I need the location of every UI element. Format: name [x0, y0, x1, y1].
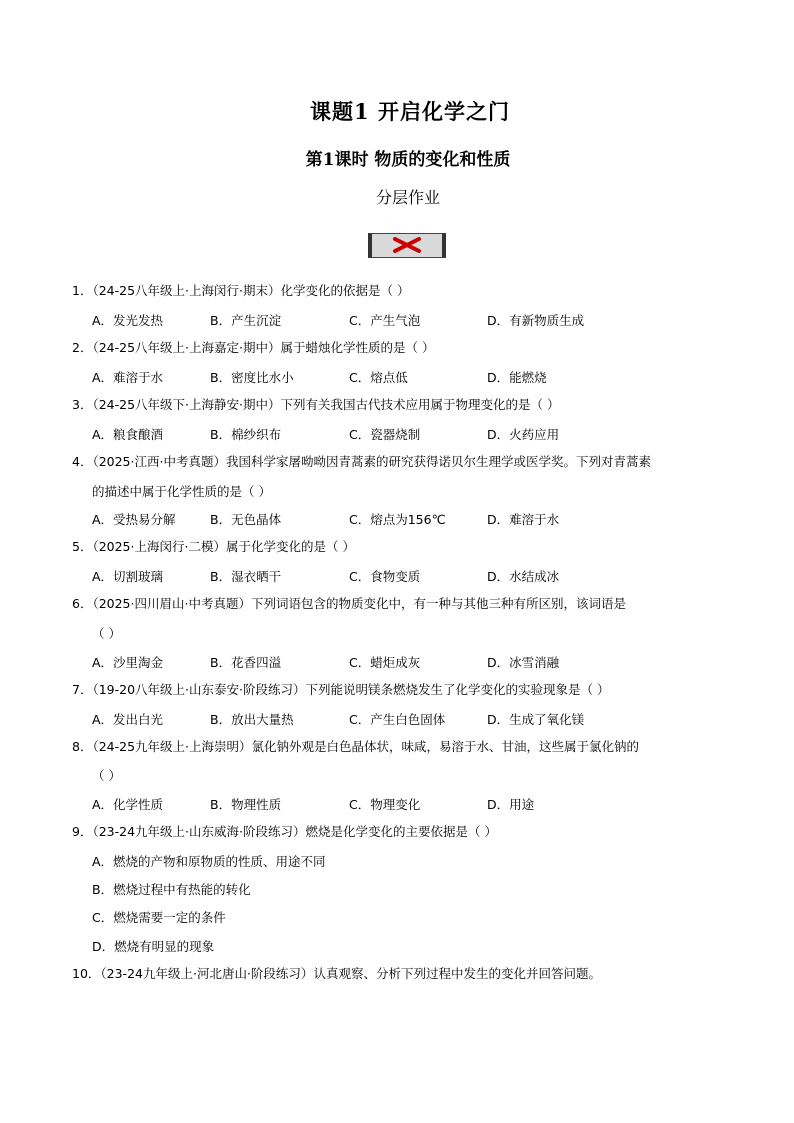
option-b[interactable]: B．物理性质 — [210, 797, 282, 812]
question-stem: 属于化学变化的是（ ） — [225, 539, 355, 554]
option-c[interactable]: C．产生白色固体 — [349, 712, 446, 727]
option-a[interactable]: A．燃烧的产物和原物质的性质、用途不同 — [92, 854, 326, 869]
question-8-answer-parens: （ ） — [92, 768, 121, 783]
question-8 — [72, 738, 732, 756]
option-a[interactable]: A．粮食酿酒 — [92, 427, 164, 442]
option-c[interactable]: C．食物变质 — [349, 569, 421, 584]
option-d[interactable]: D．燃烧有明显的现象 — [92, 939, 215, 954]
option-a[interactable]: A．切割玻璃 — [92, 569, 164, 584]
question-10 — [72, 965, 732, 983]
question-number: 6． — [72, 596, 93, 611]
option-a[interactable]: A．沙里淘金 — [92, 655, 164, 670]
option-a[interactable]: A．发出白光 — [92, 712, 164, 727]
question-source: （19-20八年级上·山东泰安·阶段练习） — [92, 682, 306, 697]
question-stem: 我国科学家屠呦呦因青蒿素的研究获得诺贝尔生理学或医学奖。下列对青蒿素 — [225, 454, 651, 469]
option-a[interactable]: A．受热易分解 — [92, 512, 176, 527]
option-d[interactable]: D．生成了氧化镁 — [487, 712, 585, 727]
question-stem: 认真观察、分析下列过程中发生的变化并回答问题。 — [313, 966, 601, 981]
question-stem: 氯化钠外观是白色晶体状，味咸，易溶于水、甘油，这些属于氯化钠的 — [251, 739, 640, 754]
option-b[interactable]: B．花香四溢 — [210, 655, 282, 670]
question-number: 4． — [72, 454, 93, 469]
page-title: 课题1 开启化学之门 — [310, 99, 510, 124]
option-d[interactable]: D．火药应用 — [487, 427, 560, 442]
question-source: （23-24九年级上·山东威海·阶段练习） — [92, 824, 306, 839]
question-stem: 下列词语包含的物质变化中，有一种与其他三种有所区别，该词语是 — [250, 596, 626, 611]
option-d[interactable]: D．用途 — [487, 797, 535, 812]
option-b[interactable]: B．湿衣晒干 — [210, 569, 282, 584]
question-source: （2025·江西·中考真题） — [92, 454, 226, 469]
question-stem: 下列能说明镁条燃烧发生了化学变化的实验现象是（ ） — [305, 682, 610, 697]
question-stem: 下列有关我国古代技术应用属于物理变化的是（ ） — [280, 397, 560, 412]
option-c[interactable]: C．瓷器烧制 — [349, 427, 421, 442]
question-number: 9． — [72, 824, 93, 839]
option-d[interactable]: D．水结成冰 — [487, 569, 560, 584]
question-stem: 燃烧是化学变化的主要依据是（ ） — [305, 824, 497, 839]
option-d[interactable]: D．能燃烧 — [487, 370, 547, 385]
question-number: 7． — [72, 682, 93, 697]
option-b[interactable]: B．密度比水小 — [210, 370, 294, 385]
question-source: （24-25八年级上·上海闵行·期末） — [92, 283, 281, 298]
option-d[interactable]: D．难溶于水 — [487, 512, 560, 527]
option-d[interactable]: D．有新物质生成 — [487, 313, 585, 328]
question-source: （24-25八年级上·上海嘉定·期中） — [92, 340, 281, 355]
question-source: （23-24九年级上·河北唐山·阶段练习） — [100, 966, 314, 981]
broken-image-placeholder — [368, 233, 446, 258]
question-4-stem-continued: 的描述中属于化学性质的是（ ） — [92, 484, 271, 499]
question-stem: 属于蜡烛化学性质的是（ ） — [280, 340, 435, 355]
question-1 — [72, 282, 732, 300]
option-d[interactable]: D．冰雪消融 — [487, 655, 560, 670]
option-b[interactable]: B．无色晶体 — [210, 512, 282, 527]
option-c[interactable]: C．燃烧需要一定的条件 — [92, 910, 226, 925]
question-6-answer-parens: （ ） — [92, 626, 121, 641]
question-5 — [72, 538, 732, 556]
question-7 — [72, 681, 732, 699]
question-number: 2． — [72, 340, 93, 355]
question-source: （24-25九年级上·上海崇明） — [92, 739, 252, 754]
option-b[interactable]: B．产生沉淀 — [210, 313, 282, 328]
lesson-subtitle: 第1课时 物质的变化和性质 — [305, 150, 511, 170]
question-6 — [72, 595, 732, 613]
red-x-icon — [392, 237, 422, 253]
option-c[interactable]: C．蜡炬成灰 — [349, 655, 421, 670]
question-2 — [72, 339, 732, 357]
option-c[interactable]: C．熔点为156℃ — [349, 512, 446, 527]
question-4 — [72, 453, 732, 471]
option-a[interactable]: A．发光发热 — [92, 313, 164, 328]
question-stem: 化学变化的依据是（ ） — [280, 283, 410, 298]
option-a[interactable]: A．化学性质 — [92, 797, 164, 812]
question-source: （2025·上海闵行·二模） — [92, 539, 226, 554]
section-label: 分层作业 — [375, 188, 440, 207]
question-number: 1． — [72, 283, 93, 298]
question-number: 8． — [72, 739, 93, 754]
question-9 — [72, 823, 732, 841]
question-3 — [72, 396, 732, 414]
option-c[interactable]: C．熔点低 — [349, 370, 408, 385]
question-source: （24-25八年级下·上海静安·期中） — [92, 397, 281, 412]
question-number: 3． — [72, 397, 93, 412]
question-source: （2025·四川眉山·中考真题） — [92, 596, 251, 611]
option-c[interactable]: C．物理变化 — [349, 797, 421, 812]
option-a[interactable]: A．难溶于水 — [92, 370, 164, 385]
question-number: 10． — [72, 966, 101, 981]
option-c[interactable]: C．产生气泡 — [349, 313, 421, 328]
option-b[interactable]: B．放出大量热 — [210, 712, 294, 727]
question-number: 5． — [72, 539, 93, 554]
option-b[interactable]: B．燃烧过程中有热能的转化 — [92, 882, 251, 897]
option-b[interactable]: B．棉纱织布 — [210, 427, 282, 442]
